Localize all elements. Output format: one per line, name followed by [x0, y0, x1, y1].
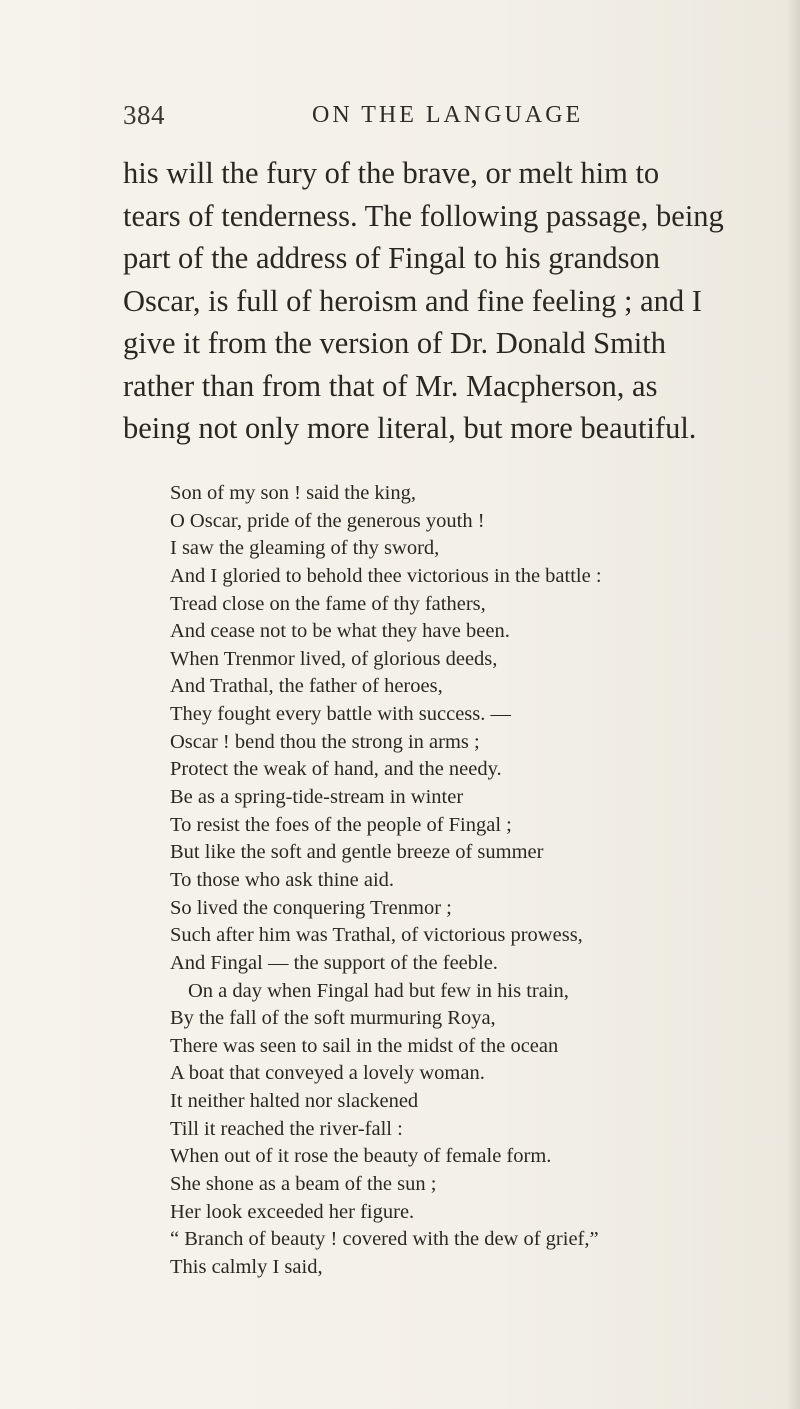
- poem-line: On a day when Fingal had but few in his train,: [188, 979, 569, 1002]
- poem-line: And Fingal — the support of the feeble.: [170, 951, 498, 974]
- poem-line: Tread close on the fame of thy fathers,: [170, 592, 486, 615]
- poem-line: When out of it rose the beauty of female form.: [170, 1145, 552, 1168]
- poem-line: They fought every battle with success. —: [170, 703, 512, 726]
- poem-line: Till it reached the river-fall :: [170, 1117, 403, 1140]
- poem-line: This calmly I said,: [170, 1255, 323, 1278]
- page-header: [0, 100, 800, 140]
- poem-line: She shone as a beam of the sun ;: [170, 1173, 437, 1196]
- poem-line: And cease not to be what they have been.: [170, 620, 510, 643]
- poem-line: O Oscar, pride of the generous youth !: [170, 509, 485, 532]
- poem-line: And I gloried to behold thee victorious in the battle :: [170, 564, 602, 587]
- poem-line: Oscar ! bend thou the strong in arms ;: [170, 730, 480, 753]
- prose-line: tears of tenderness. The following passage, being: [123, 198, 724, 233]
- poem-line: There was seen to sail in the midst of the ocean: [170, 1034, 559, 1057]
- poem-line: So lived the conquering Trenmor ;: [170, 896, 452, 919]
- poem-quotation: [170, 480, 730, 1282]
- poem-line: To those who ask thine aid.: [170, 868, 395, 891]
- poem-line: To resist the foes of the people of Fingal ;: [170, 813, 512, 836]
- poem-line: I saw the gleaming of thy sword,: [170, 537, 440, 560]
- poem-line: Be as a spring-tide-stream in winter: [170, 786, 464, 809]
- page-number: 384: [123, 100, 165, 130]
- poem-line: “ Branch of beauty ! covered with the dew of grief,”: [170, 1228, 599, 1251]
- poem-line: Her look exceeded her figure.: [170, 1200, 415, 1223]
- poem-line: But like the soft and gentle breeze of summer: [170, 841, 544, 864]
- poem-line: Son of my son ! said the king,: [170, 482, 416, 504]
- prose-line: his will the fury of the brave, or melt him to: [123, 156, 660, 190]
- prose-line: part of the address of Fingal to his grandson: [123, 241, 661, 275]
- poem-line: Such after him was Trathal, of victorious prowess,: [170, 924, 583, 947]
- poem-line: A boat that conveyed a lovely woman.: [170, 1062, 485, 1085]
- prose-line: rather than from that of Mr. Macpherson, as: [123, 368, 658, 403]
- prose-line: Oscar, is full of heroism and fine feeling ; and I: [123, 283, 702, 318]
- prose-line: give it from the version of Dr. Donald Smith: [123, 326, 666, 360]
- prose-paragraph: [123, 152, 724, 450]
- poem-line: When Trenmor lived, of glorious deeds,: [170, 647, 498, 670]
- poem-line: By the fall of the soft murmuring Roya,: [170, 1007, 496, 1030]
- poem-line: It neither halted nor slackened: [170, 1090, 419, 1113]
- poem-line: Protect the weak of hand, and the needy.: [170, 758, 502, 781]
- running-head: ON THE LANGUAGE: [312, 102, 584, 128]
- poem-line: And Trathal, the father of heroes,: [170, 675, 443, 698]
- prose-line: being not only more literal, but more beautiful.: [123, 411, 697, 445]
- page-edge-shadow: [786, 0, 800, 1409]
